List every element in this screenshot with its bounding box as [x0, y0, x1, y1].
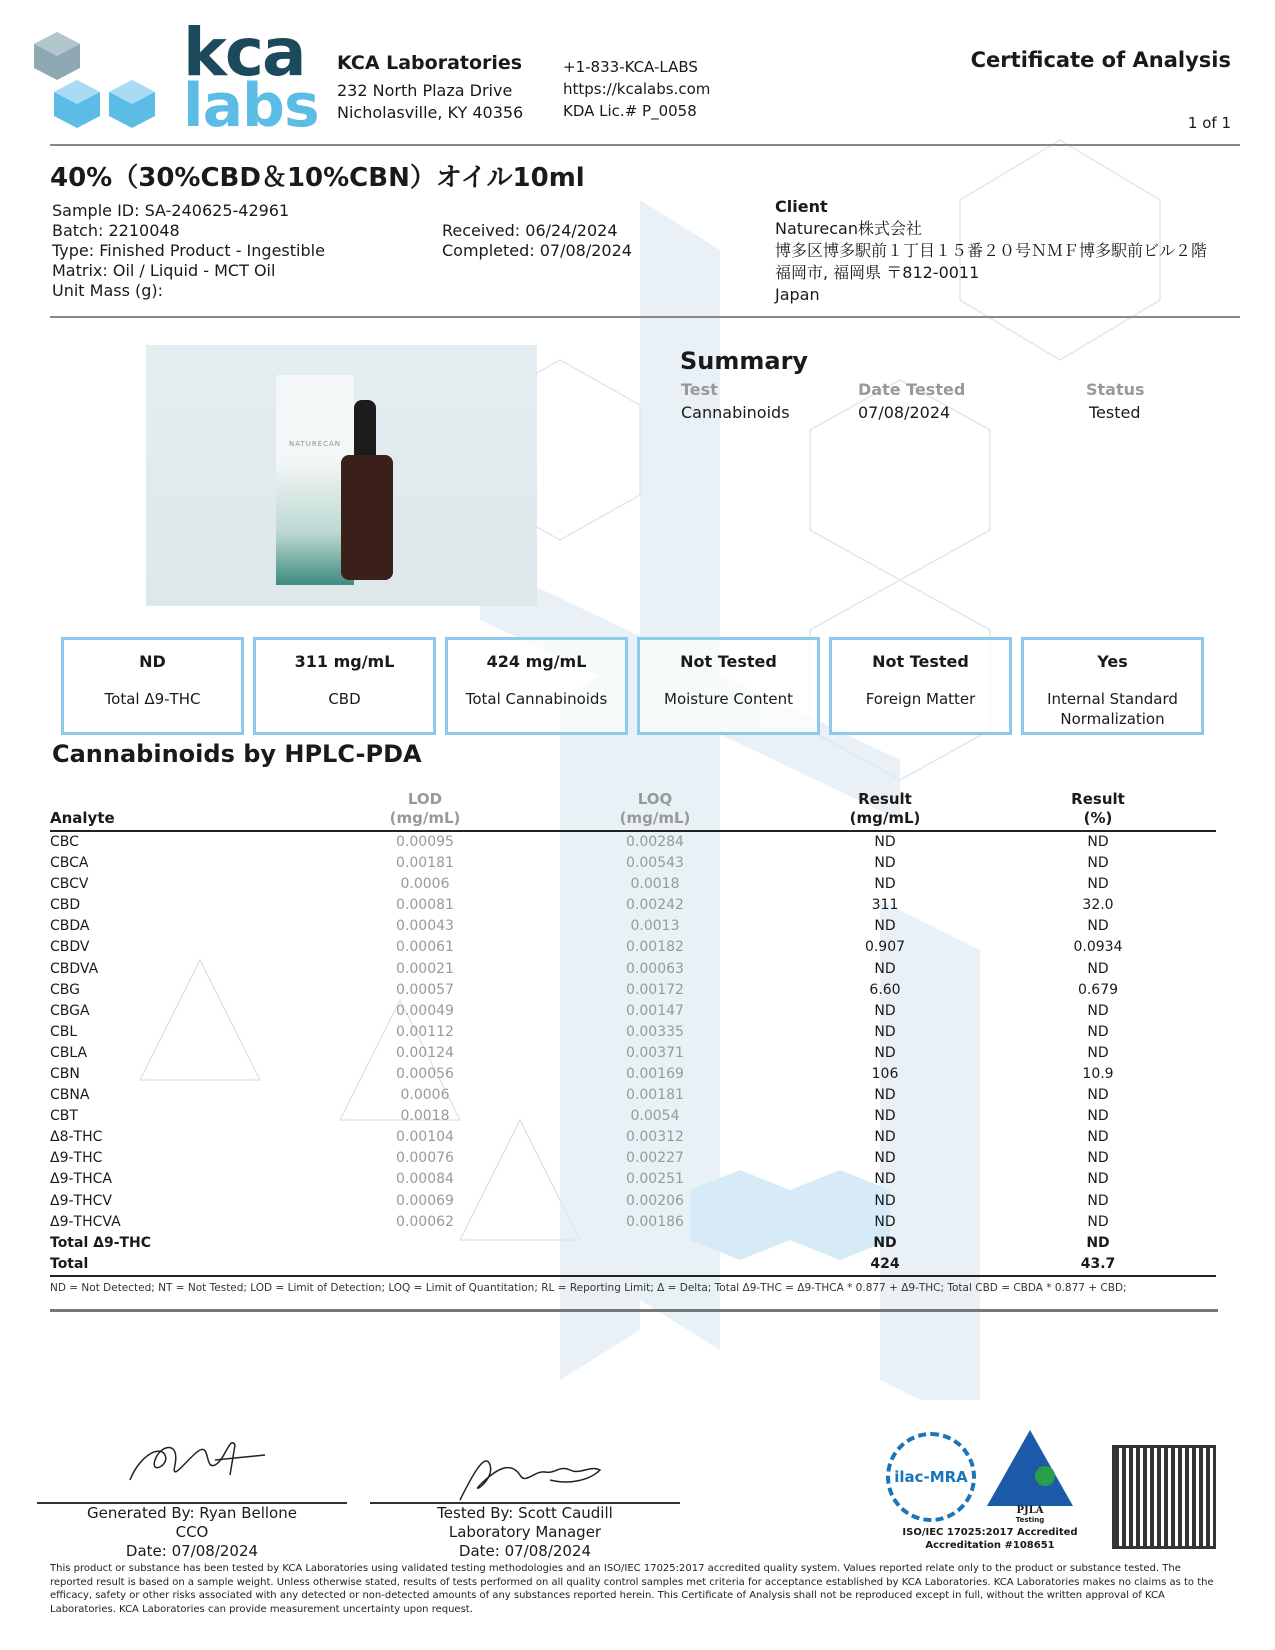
cell-analyte: CBDV: [50, 939, 90, 956]
cell-lod: 0.00061: [396, 939, 454, 956]
cell-loq: 0.00172: [626, 981, 684, 998]
col-lod: [330, 790, 520, 831]
cell-loq: 0.00182: [626, 939, 684, 956]
product-brand: NATURECAN: [288, 440, 342, 448]
table-row: [50, 1064, 1216, 1085]
cell-total: [330, 1254, 520, 1276]
cell-lod: 0.00084: [396, 1171, 454, 1188]
cell-analyte: Δ9-THCV: [50, 1192, 112, 1209]
highlight-value: ND: [139, 652, 166, 671]
cell-lod: 0.00181: [396, 855, 454, 872]
client-info: [775, 196, 1207, 306]
cell-total: [330, 1233, 520, 1254]
cell-analyte: Δ9-THCVA: [50, 1213, 121, 1230]
col-result-pct: [980, 790, 1216, 831]
cell-result-pct: ND: [1087, 1108, 1109, 1125]
matrix: Matrix: Oil / Liquid - MCT Oil: [52, 261, 276, 280]
summary-header-status: Status: [1086, 380, 1145, 399]
col-loq-unit: (mg/mL): [619, 809, 691, 827]
accreditation-text: [890, 1526, 1090, 1552]
cell-lod: 0.00049: [396, 1002, 454, 1019]
table-row: [50, 1001, 1216, 1022]
cell-loq: 0.00186: [626, 1213, 684, 1230]
cell-analyte: CBT: [50, 1108, 78, 1125]
table-row: [50, 1148, 1216, 1169]
table-row: [50, 853, 1216, 874]
cell-analyte: Δ9-THC: [50, 1150, 103, 1167]
cell-result-mg: ND: [874, 918, 896, 935]
col-loq: [520, 790, 790, 831]
client-address2: 福岡市, 福岡県 〒812-0011: [775, 263, 980, 282]
cell-result-mg: ND: [874, 855, 896, 872]
ilac-mra-logo: ilac-MRA: [886, 1432, 976, 1522]
table-total-row: [50, 1254, 1216, 1276]
client-country: Japan: [775, 285, 820, 304]
highlight-value: Not Tested: [872, 652, 969, 671]
cell-result-pct: ND: [1087, 1192, 1109, 1209]
col-result-pct-label: Result: [1071, 790, 1125, 808]
table-row: [50, 937, 1216, 958]
lab-address-line2: Nicholasville, KY 40356: [337, 103, 524, 122]
cell-loq: 0.00371: [626, 1044, 684, 1061]
cell-result-mg: 106: [871, 1065, 899, 1082]
cell-total: ND: [1086, 1234, 1110, 1251]
col-lod-label: LOD: [407, 790, 443, 808]
logo-labs-text: labs: [183, 71, 319, 141]
signer-role: Laboratory Manager: [448, 1523, 602, 1541]
cell-total: Total Δ9-THC: [50, 1234, 152, 1251]
cell-result-pct: 32.0: [1082, 897, 1114, 914]
table-row: [50, 1191, 1216, 1212]
pjla-sub: Testing: [1015, 1516, 1045, 1524]
table-total-row: [50, 1233, 1216, 1254]
summary-date: 07/08/2024: [858, 403, 951, 422]
cell-loq: 0.00284: [626, 834, 684, 850]
sample-info: [52, 201, 325, 301]
cell-result-mg: ND: [874, 1108, 896, 1125]
cell-result-pct: ND: [1087, 1044, 1109, 1061]
cell-result-pct: ND: [1087, 1129, 1109, 1146]
cell-lod: 0.0006: [400, 1087, 450, 1104]
cell-analyte: CBLA: [50, 1044, 88, 1061]
highlight-label: Internal Standard Normalization: [1047, 690, 1178, 728]
cell-result-mg: ND: [874, 1192, 896, 1209]
table-row: [50, 1169, 1216, 1190]
unit-mass: Unit Mass (g):: [52, 281, 164, 300]
cell-result-mg: ND: [874, 960, 896, 977]
cell-lod: 0.0006: [400, 876, 450, 893]
table-row: [50, 1212, 1216, 1233]
table-row: [50, 1127, 1216, 1148]
cell-result-mg: 0.907: [864, 939, 906, 956]
highlight-total-thc: [61, 637, 244, 735]
cell-result-mg: ND: [874, 1023, 896, 1040]
completed-date: Completed: 07/08/2024: [442, 241, 632, 260]
table-row: [50, 1085, 1216, 1106]
summary-header-date: Date Tested: [858, 380, 966, 399]
signature-scott-caudill: [450, 1440, 610, 1510]
signature-block-tested: [370, 1504, 680, 1561]
accreditation-line1: ISO/IEC 17025:2017 Accredited: [902, 1527, 1078, 1538]
signature-ryan-bellone: [120, 1425, 270, 1495]
cell-analyte: CBGA: [50, 1002, 90, 1019]
dropper-cap: [354, 400, 376, 460]
cell-result-mg: ND: [874, 1129, 896, 1146]
batch: Batch: 2210048: [52, 221, 180, 240]
client-name: Naturecan株式会社: [775, 219, 923, 238]
col-result-mg: [790, 790, 980, 831]
cell-lod: 0.00057: [396, 981, 454, 998]
highlight-value: 311 mg/mL: [294, 652, 395, 671]
cell-result-pct: ND: [1087, 1002, 1109, 1019]
summary-header-test: Test: [681, 380, 718, 399]
cell-loq: 0.00206: [626, 1192, 684, 1209]
received-date: Received: 06/24/2024: [442, 221, 618, 240]
pjla-logo-icon: [985, 1428, 1075, 1508]
cell-result-pct: ND: [1087, 855, 1109, 872]
cell-lod: 0.00069: [396, 1192, 454, 1209]
product-title: 40%（30%CBD＆10%CBN）オイル10ml: [50, 163, 585, 193]
table-header: [50, 790, 1216, 831]
cell-total: 424: [790, 1254, 980, 1276]
lab-license: KDA Lic.# P_0058: [563, 102, 697, 120]
cell-result-mg: ND: [874, 1087, 896, 1104]
table-row: [50, 895, 1216, 916]
lab-contact: [563, 56, 710, 122]
col-loq-label: LOQ: [637, 790, 673, 808]
cell-lod: 0.00081: [396, 897, 454, 914]
cell-loq: 0.00227: [626, 1150, 684, 1167]
cell-total: Total: [50, 1254, 330, 1276]
cell-loq: 0.00335: [626, 1023, 684, 1040]
cell-result-mg: ND: [874, 1150, 896, 1167]
cell-analyte: Δ8-THC: [50, 1129, 103, 1146]
cell-result-pct: ND: [1087, 1087, 1109, 1104]
col-analyte: Analyte: [50, 790, 330, 831]
cannabinoids-title: Cannabinoids by HPLC-PDA: [52, 740, 422, 768]
col-lod-unit: (mg/mL): [389, 809, 461, 827]
cell-lod: 0.00095: [396, 834, 454, 850]
table-row: [50, 980, 1216, 1001]
highlight-value: Not Tested: [680, 652, 777, 671]
page-number: 1 of 1: [1187, 114, 1231, 132]
cell-total: ND: [873, 1234, 897, 1251]
cell-result-pct: ND: [1087, 834, 1109, 850]
lab-address-line1: 232 North Plaza Drive: [337, 81, 513, 100]
cell-analyte: CBN: [50, 1065, 80, 1082]
cell-analyte: CBC: [50, 834, 79, 850]
disclaimer: This product or substance has been tested by KCA Laboratories using validated testing methodologies and an ISO/IEC 17025:2017 accredited quality system. Values reported relate only to the product or substance tested. The reported result is based on a sample weight. Unless otherwise stated, results of tests performed on all quality control samples met criteria for acceptance established by KCA Laboratories. KCA Laboratories makes no claims as to the efficacy, safety or other risks associated with any detected or non-detected amounts of any substances reported herein. This Certificate of Analysis shall not be reproduced except in full, without the written approval of KCA Laboratories. KCA Laboratories can provide measurement uncertainty upon request.: [50, 1563, 1214, 1615]
cell-loq: 0.00147: [626, 1002, 684, 1019]
cell-result-mg: ND: [874, 1044, 896, 1061]
signer-date: Date: 07/08/2024: [125, 1542, 259, 1560]
cell-analyte: CBG: [50, 981, 80, 998]
highlight-label: Moisture Content: [664, 690, 793, 708]
signer-date: Date: 07/08/2024: [458, 1542, 592, 1560]
cell-analyte: CBCA: [50, 855, 89, 872]
lab-name: KCA Laboratories: [337, 52, 523, 74]
table-row: [50, 916, 1216, 937]
highlight-internal-standard: [1021, 637, 1204, 735]
cell-result-pct: ND: [1087, 960, 1109, 977]
cell-analyte: Δ9-THCA: [50, 1171, 112, 1188]
signer-role: CCO: [175, 1523, 209, 1541]
cell-lod: 0.0018: [400, 1108, 450, 1125]
client-address1: 博多区博多駅前１丁目１５番２０号ＮＭＦ博多駅前ビル２階: [775, 241, 1208, 260]
client-label: Client: [775, 197, 828, 216]
cell-loq: 0.00543: [626, 855, 684, 872]
highlight-value: Yes: [1097, 652, 1128, 671]
cell-result-pct: 0.679: [1077, 981, 1119, 998]
summary-status: Tested: [1089, 403, 1141, 422]
document-title: Certificate of Analysis: [970, 48, 1231, 72]
cell-result-mg: ND: [874, 1213, 896, 1230]
cell-result-mg: ND: [874, 834, 896, 850]
table-row: [50, 1022, 1216, 1043]
cell-result-pct: ND: [1087, 1023, 1109, 1040]
cell-loq: 0.0018: [630, 876, 680, 893]
table-row: [50, 1106, 1216, 1127]
cell-loq: 0.00312: [626, 1129, 684, 1146]
highlight-value: 424 mg/mL: [486, 652, 587, 671]
highlight-total-cannabinoids: [445, 637, 628, 735]
summary-title: Summary: [680, 347, 809, 375]
cell-result-mg: ND: [874, 876, 896, 893]
cannabinoids-table: [50, 790, 1216, 1277]
cell-total: [520, 1254, 790, 1276]
cell-loq: 0.00242: [626, 897, 684, 914]
col-result-pct-unit: (%): [1083, 809, 1113, 827]
sample-id: Sample ID: SA-240625-42961: [52, 201, 290, 220]
qr-code-icon[interactable]: [1115, 1448, 1213, 1546]
cell-loq: 0.0054: [630, 1108, 680, 1125]
cell-result-mg: ND: [874, 1171, 896, 1188]
cell-result-mg: 311: [871, 897, 899, 914]
summary-test: Cannabinoids: [681, 403, 790, 422]
lab-address: [337, 80, 523, 124]
bottle: [341, 455, 393, 580]
product-photo: [146, 345, 537, 606]
sample-type: Type: Finished Product - Ingestible: [52, 241, 325, 260]
cell-lod: 0.00062: [396, 1213, 454, 1230]
cell-analyte: CBDA: [50, 918, 90, 935]
cell-loq: 0.00251: [626, 1171, 684, 1188]
cell-analyte: CBDVA: [50, 960, 99, 977]
highlight-label: CBD: [328, 690, 361, 708]
highlight-moisture: [637, 637, 820, 735]
cell-lod: 0.00043: [396, 918, 454, 935]
cell-result-mg: 6.60: [869, 981, 901, 998]
table-row: [50, 831, 1216, 853]
dates: [442, 221, 632, 261]
col-result-mg-unit: (mg/mL): [849, 809, 921, 827]
signer-name: Tested By: Scott Caudill: [437, 1504, 613, 1522]
cell-analyte: CBNA: [50, 1087, 90, 1104]
cell-analyte: CBCV: [50, 876, 89, 893]
cell-lod: 0.00076: [396, 1150, 454, 1167]
cell-analyte: CBL: [50, 1023, 78, 1040]
cell-result-pct: ND: [1087, 876, 1109, 893]
cell-result-mg: ND: [874, 1002, 896, 1019]
cell-result-pct: 10.9: [1082, 1065, 1114, 1082]
cell-loq: 0.00169: [626, 1065, 684, 1082]
table-row: [50, 958, 1216, 979]
cell-lod: 0.00112: [396, 1023, 454, 1040]
cell-lod: 0.00021: [396, 960, 454, 977]
cell-loq: 0.00181: [626, 1087, 684, 1104]
accreditation-line2: Accreditation #108651: [925, 1540, 1055, 1551]
signature-block-generated: [37, 1504, 347, 1561]
cell-result-pct: ND: [1087, 1171, 1109, 1188]
cell-loq: 0.0013: [630, 918, 680, 935]
cell-total: 43.7: [980, 1254, 1216, 1276]
highlight-label: Total Cannabinoids: [465, 690, 608, 708]
logo-kca-text: kca: [183, 14, 305, 91]
lab-website[interactable]: https://kcalabs.com: [563, 80, 711, 98]
table-footnote: ND = Not Detected; NT = Not Tested; LOD = Limit of Detection; LOQ = Limit of Quantitation; RL = Reporting Limit; Δ = Delta; Total Δ9-THC = Δ9-THCA * 0.877 + Δ9-THC; Total CBD = CBDA * 0.877 + CBD;: [50, 1282, 1127, 1294]
cell-loq: 0.00063: [626, 960, 684, 977]
col-result-mg-label: Result: [858, 790, 912, 808]
table-row: [50, 874, 1216, 895]
cell-lod: 0.00124: [396, 1044, 454, 1061]
cell-result-pct: ND: [1087, 1213, 1109, 1230]
highlight-foreign-matter: [829, 637, 1012, 735]
cell-total: [520, 1233, 790, 1254]
cell-lod: 0.00104: [396, 1129, 454, 1146]
highlight-label: Foreign Matter: [865, 690, 976, 708]
kca-logo-cubes-icon: [32, 30, 172, 138]
highlight-cbd: [253, 637, 436, 735]
table-row: [50, 1043, 1216, 1064]
signer-name: Generated By: Ryan Bellone: [87, 1504, 297, 1522]
cell-lod: 0.00056: [396, 1065, 454, 1082]
highlight-label: Total Δ9-THC: [104, 690, 201, 708]
cell-result-pct: ND: [1087, 918, 1109, 935]
lab-phone: +1-833-KCA-LABS: [563, 58, 698, 76]
cell-result-pct: ND: [1087, 1150, 1109, 1167]
cell-result-pct: 0.0934: [1073, 939, 1123, 956]
pjla-label: PJLA: [1016, 1505, 1044, 1516]
cell-analyte: CBD: [50, 897, 81, 914]
